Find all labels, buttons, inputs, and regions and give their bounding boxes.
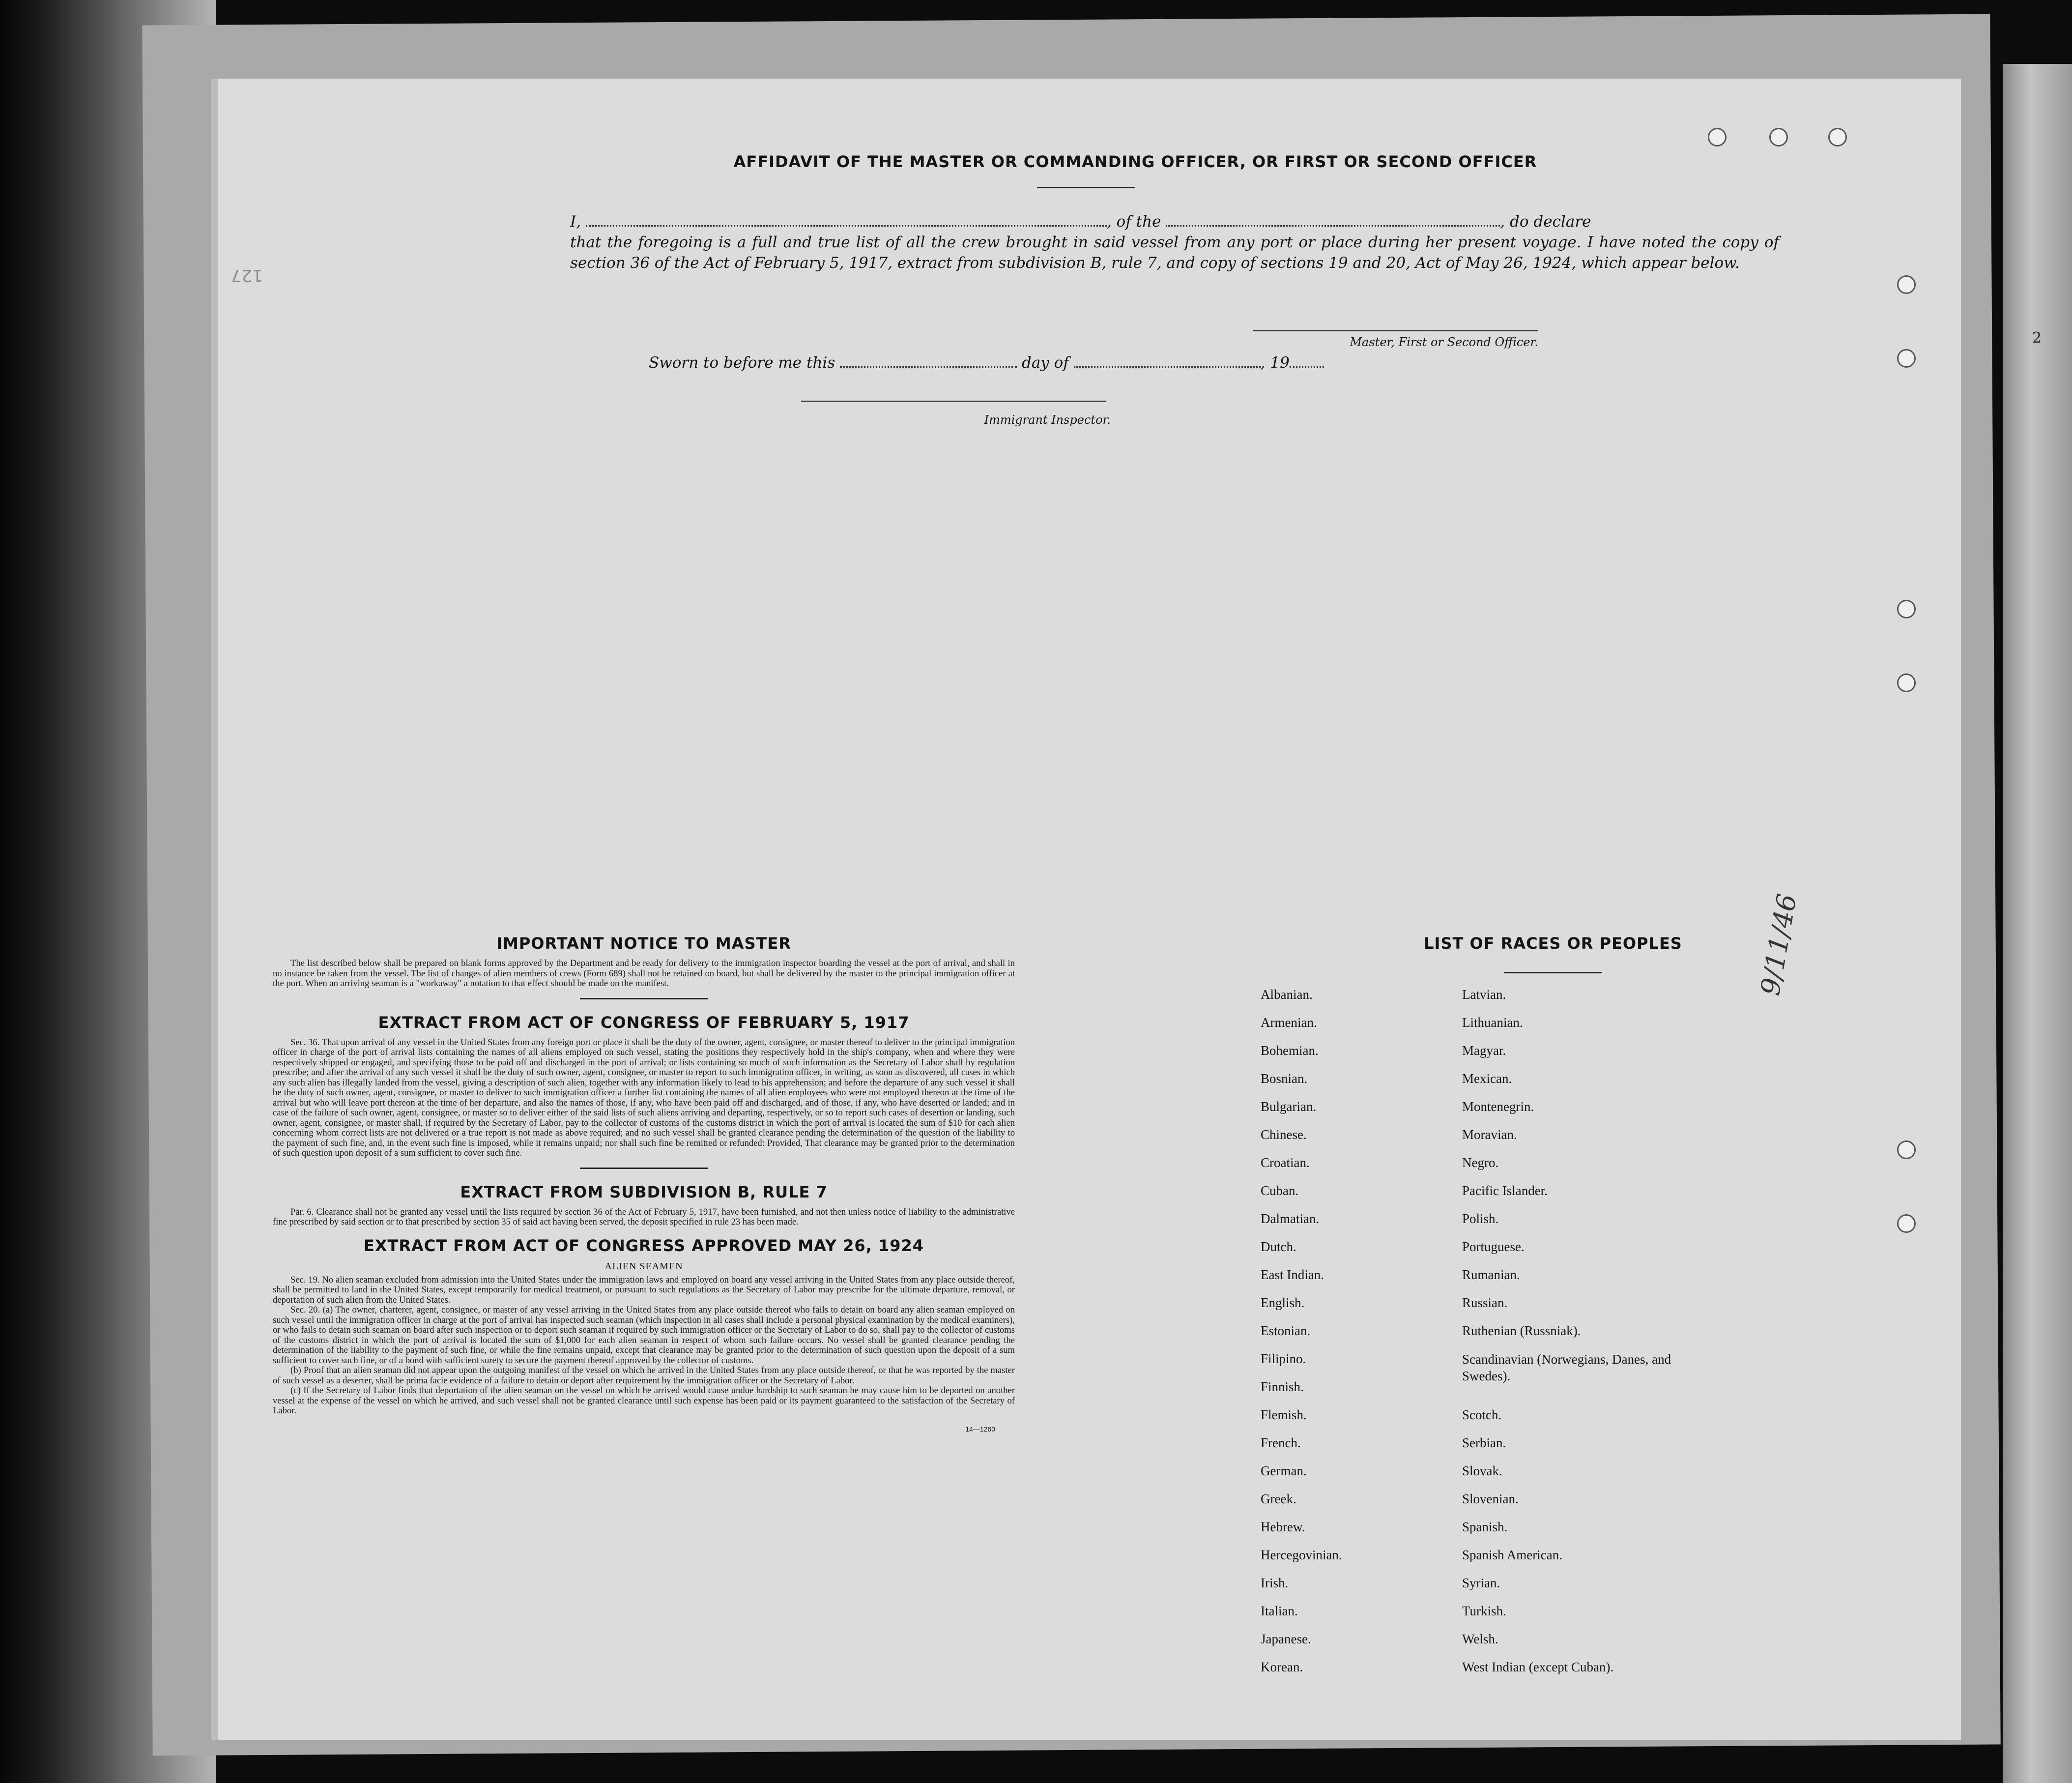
sworn-day-field[interactable] [840,356,1017,368]
affidavit-title: AFFIDAVIT OF THE MASTER OR COMMANDING OFFICER, OR FIRST OR SECOND OFFICER [733,152,1537,171]
inspector-signature-line[interactable] [801,401,1106,402]
race-item: Montenegrin. [1462,1099,1534,1114]
punch-hole [1897,673,1916,692]
vessel-prefix: , of the [1106,213,1161,231]
races-column-a [1261,981,1342,1681]
race-item: Estonian. [1261,1323,1311,1338]
punch-hole [1897,600,1916,618]
race-item: Dalmatian. [1261,1211,1320,1226]
race-item: Italian. [1261,1604,1298,1618]
races-column-b [1462,981,1678,1681]
extract-1924-paragraph: (b) Proof that an alien seaman did not appear upon the outgoing manifest of the vessel on which he arrived in the United States from any place outside thereof, or that he was reported by the master of such vessel as a deserter, shall be prima facie evidence of a failure to detain or deport after requirement by the immigration officer or the Secretary of Labor. [273,1365,1015,1386]
race-item: Cuban. [1261,1183,1299,1198]
race-item: Pacific Islander. [1462,1183,1548,1198]
extract-rule7-text: Par. 6. Clearance shall not be granted any vessel until the lists required by section 36 of the Act of February 5, 1917, have been furnished, and not then unless notice of liability to the administrative fine prescribed by said section or to that prescribed by section 35 of said act having been served, the deposit specified in rule 23 has been made. [273,1206,1015,1227]
race-item: East Indian. [1261,1267,1324,1282]
race-item: Russian. [1462,1295,1508,1310]
declarant-prefix: I, [570,213,581,231]
race-item: Portuguese. [1462,1239,1525,1254]
extract-rule7-title: EXTRACT FROM SUBDIVISION B, RULE 7 [460,1182,828,1201]
punch-hole [1828,128,1847,146]
sworn-prefix: Sworn to before me this [649,354,835,372]
race-item: Latvian. [1462,987,1506,1002]
section-divider [580,998,708,999]
race-item: Magyar. [1462,1043,1506,1058]
race-item: Filipino. [1261,1351,1306,1366]
race-item: Greek. [1261,1491,1296,1506]
master-signature-line[interactable] [1253,330,1538,331]
race-item: Scotch. [1462,1407,1502,1422]
alien-seamen-subtitle: ALIEN SEAMEN [604,1260,683,1272]
affidavit-title-rule [1037,187,1135,188]
race-item: Slovak. [1462,1463,1502,1478]
extract-1924-paragraph: (c) If the Secretary of Labor finds that deportation of the alien seaman on the vessel on which he arrived would cause undue hardship to such seaman he may cause him to be deported on another vessel at the expense of the vessel on which he arrived, and such vessel shall not be granted clearance until such expense has been paid or its payment guaranteed to the satisfaction of the Secretary of Labor. [273,1385,1015,1416]
race-item: Hebrew. [1261,1520,1305,1534]
race-item: Dutch. [1261,1239,1296,1254]
strip-mark: 2 [2032,329,2042,347]
race-item: Hercegovinian. [1261,1548,1342,1562]
race-item: Polish. [1462,1211,1499,1226]
punch-hole [1897,349,1916,368]
race-item: West Indian (except Cuban). [1462,1660,1614,1674]
sworn-day-label: day of [1021,354,1069,372]
extract-1924-paragraph: Sec. 20. (a) The owner, charterer, agent, consignee, or master of any vessel arriving in the United States from any place outside thereof who fails to detain on board any alien seaman employed on such vessel until the immigration officer in charge at the port of arrival has inspected such seaman (which inspection in all cases shall include a personal physical examination by the medical examiners), or who fails to detain such seaman on board after such inspection or to deport such seaman if required by such immigration officer or the Secretary of Labor to do so, shall pay to the collector of customs of the customs district in which the port of arrival is located the sum of $1,000 for each alien seaman in respect of whom such failure occurs. No vessel shall be granted clearance pending the determination of the liability to the payment of such fine, or while the fine remains unpaid, except that clearance may be granted prior to the determination of such question upon the deposit of a sum sufficient to cover such fine, or of a bond with sufficient surety to secure the payment thereof approved by the collector of customs. [273,1305,1015,1366]
race-item: Croatian. [1261,1155,1310,1170]
extract-1917-title: EXTRACT FROM ACT OF CONGRESS OF FEBRUARY 5, 1917 [378,1013,910,1032]
punch-hole [1769,128,1788,146]
handwritten-date-note: 9/11/46 [1754,891,1803,998]
master-signature-label: Master, First or Second Officer. [1350,335,1538,349]
race-item: Scandinavian (Norwegians, Danes, and Swedes). [1462,1352,1671,1383]
extract-1924-title: EXTRACT FROM ACT OF CONGRESS APPROVED MAY 26, 1924 [363,1236,924,1255]
race-item: German. [1261,1463,1307,1478]
race-item: Ruthenian (Russniak). [1462,1323,1581,1338]
race-item: Korean. [1261,1660,1303,1674]
declaration-suffix: , do declare [1500,213,1591,231]
race-item: English. [1261,1295,1305,1310]
race-item: French. [1261,1435,1301,1450]
right-binding-strip [2003,64,2072,1783]
race-item: Slovenian. [1462,1491,1519,1506]
race-item: Serbian. [1462,1435,1506,1450]
important-notice-text: The list described below shall be prepared on blank forms approved by the Department and be ready for delivery to the immigration inspector boarding the vessel at the port of arrival, and shall in no instance be taken from the vessel. The list of changes of alien members of crews (Form 689) shall not be retained on board, but shall be delivered by the master to the principal immigration officer at the port. When an arriving seaman is a "workaway" a notation to that effect should be made on the manifest. [273,958,1015,989]
race-item: Moravian. [1462,1127,1517,1142]
race-item: Flemish. [1261,1407,1307,1422]
race-item: Turkish. [1462,1604,1506,1618]
races-title: LIST OF RACES OR PEOPLES [1424,934,1682,953]
sworn-year-field[interactable] [1290,356,1324,368]
race-item: Chinese. [1261,1127,1307,1142]
races-title-rule [1504,972,1602,973]
punch-hole [1897,1140,1916,1159]
race-item: Rumanian. [1462,1267,1520,1282]
punch-hole [1897,275,1916,294]
race-item: Bosnian. [1261,1071,1308,1086]
extract-1924-paragraph: Sec. 19. No alien seaman excluded from admission into the United States under the immigration laws and employed on board any vessel arriving in the United States from any place outside thereof, shall be permitted to land in the United States, except temporarily for medical treatment, or pursuant to such regulations as the Secretary of Labor may prescribe for the ultimate departure, removal, or deportation of such alien from the United States. [273,1274,1015,1305]
sworn-year-label: , 19 [1260,354,1290,372]
form-number: 14—1260 [965,1425,995,1433]
vessel-name-field[interactable] [1166,215,1500,227]
race-item: Spanish American. [1462,1548,1562,1562]
race-item: Bulgarian. [1261,1099,1317,1114]
sworn-line [649,354,1583,372]
punch-hole [1708,128,1727,146]
race-item: Armenian. [1261,1015,1317,1030]
declarant-name-field[interactable] [586,215,1107,227]
race-item: Syrian. [1462,1576,1500,1590]
extract-1917-text: Sec. 36. That upon arrival of any vessel in the United States from any foreign port or place it shall be the duty of the owner, agent, consignee, or master thereof to deliver to the principal immigration officer in charge of the port of arrival lists containing the names of all aliens employed on such vessel, stating the positions they respectively hold in the ship's company, when and where they were respectively shipped or engaged, and specifying those to be paid off and discharged in the port of arrival; or lists containing so much of such information as the Secretary of Labor shall by regulation prescribe; and after the arrival of any such vessel it shall be the duty of such owner, agent, consignee, or master to report to such immigration officer, in writing, as soon as discovered, all cases in which any such alien has illegally landed from the vessel, giving a description of such alien, together with any information likely to lead to his apprehension; and before the departure of any such vessel it shall be the duty of such owner, agent, consignee, or master to deliver to such immigration officer a further list containing the names of all alien employees who were not employed thereon at the time of the arrival but who will leave port thereon at the time of her departure, and also the names of those, if any, who have been paid off and discharged, and of those, if any, who have deserted or landed; and in case of the failure of such owner, agent, consignee, or master so to deliver either of the said lists of such aliens arriving and departing, respectively, or so to report such cases of desertion or landing, such owner, agent, consignee, or master shall, if required by the Secretary of Labor, pay to the collector of customs of the customs district in which the port of arrival is located the sum of $10 for each alien concerning whom correct lists are not delivered or a true report is not made as above required; and no such vessel shall be granted clearance pending the determination of the question of the liability to the payment of such fine, and, in the event such fine is imposed, while it remains unpaid; nor shall such fine be remitted or refunded: Provided, That clearance may be granted prior to the determination of such question upon deposit of a sum sufficient to cover such fine. [273,1037,1015,1158]
document-page [211,79,1961,1740]
affidavit-declaration-line [570,211,1779,232]
race-item: Lithuanian. [1462,1015,1523,1030]
race-item: Negro. [1462,1155,1499,1170]
race-item: Irish. [1261,1576,1289,1590]
inspector-label: Immigrant Inspector. [984,413,1111,427]
race-item: Finnish. [1261,1379,1304,1394]
race-item: Bohemian. [1261,1043,1319,1058]
punch-hole [1897,1214,1916,1233]
sworn-month-field[interactable] [1074,356,1261,368]
important-notice-title: IMPORTANT NOTICE TO MASTER [496,934,791,953]
notices-column [273,934,1015,1433]
section-divider [580,1168,708,1169]
race-item: Spanish. [1462,1520,1508,1534]
bleed-through-number: 127 [231,265,263,285]
race-item: Mexican. [1462,1071,1512,1086]
race-item: Welsh. [1462,1632,1498,1646]
affidavit-body [570,211,1779,273]
page-edge [211,79,218,1740]
affidavit-statement: that the foregoing is a full and true list of all the crew brought in said vessel from any port or place during her present voyage. I have noted the copy of section 36 of the Act of February 5, 1917, extract from subdivision B, rule 7, and copy of sections 19 and 20, Act of May 26, 1924, which appear below. [570,234,1779,272]
race-item: Japanese. [1261,1632,1311,1646]
race-item: Albanian. [1261,987,1313,1002]
